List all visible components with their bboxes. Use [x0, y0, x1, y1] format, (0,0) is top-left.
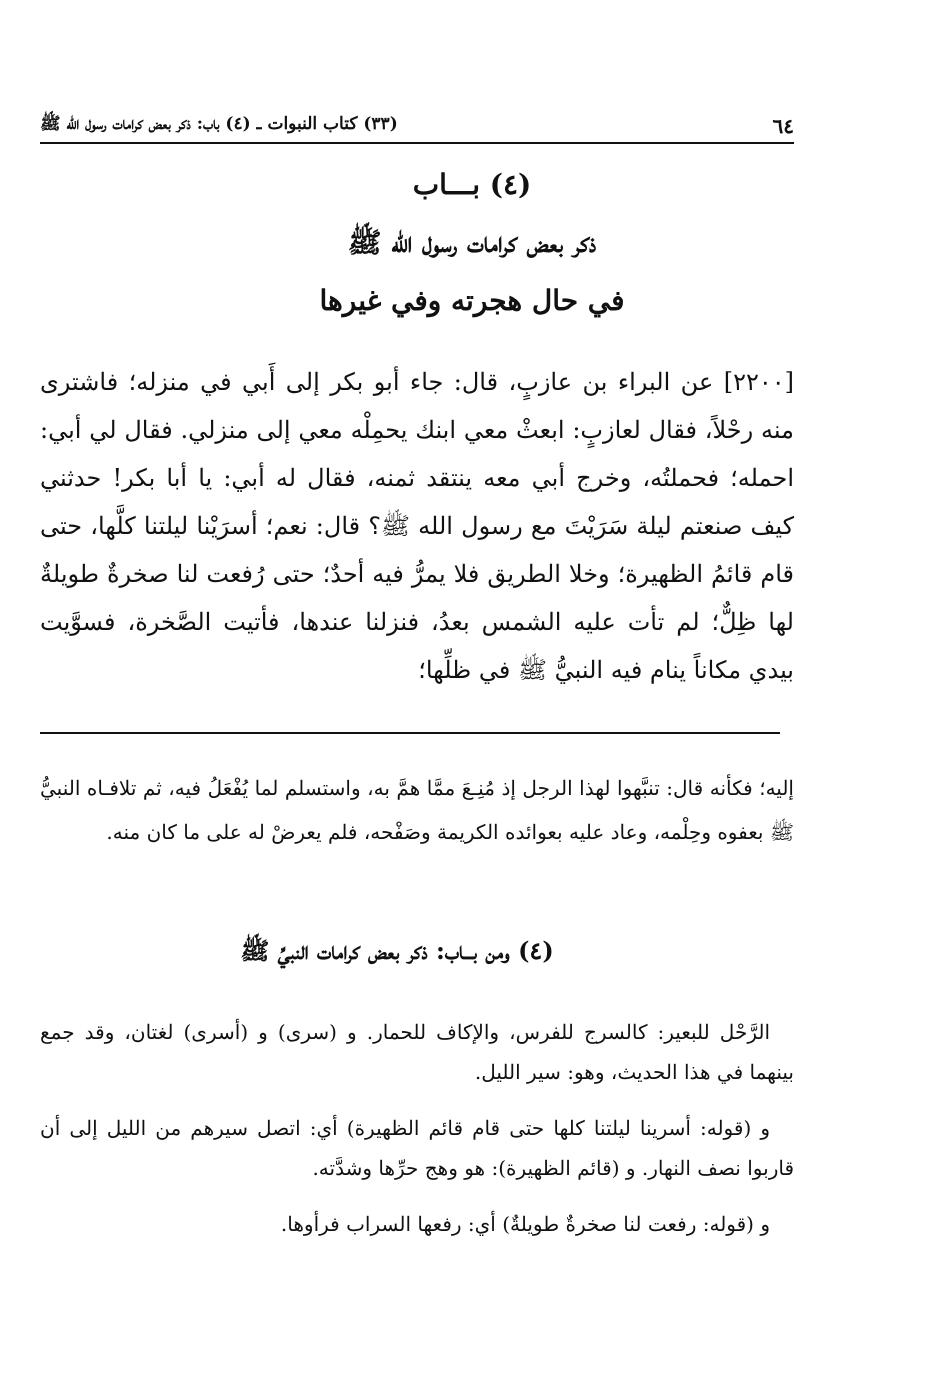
running-header: [40, 98, 794, 144]
chapter-number-heading: (٤) بـــاب: [412, 168, 532, 201]
footnote-block: [40, 766, 794, 854]
running-header-title: (٣٣) كتاب النبوات ـ (٤) باب: ذكر بعض كرامات رسول الله ﷺ: [40, 114, 398, 134]
hadith-paragraph: [40, 358, 794, 694]
chapter-title-line-1: ذكر بعض كرامات رسول الله ﷺ: [347, 226, 597, 259]
footnote-divider: [40, 732, 780, 734]
hadith-text: عن البراء بن عازبٍ، قال: جاء أبو بكر إلى أَبي في منزله؛ فاشترى منه رحْلاً، فقال لعازبٍ: ابعثْ معي ابنك يحمِلْه معي إلى منزلي. فقال لي أبي: احمله؛ فحملتُه، وخرج أبي معه ينتقد ثمنه، فقال له أبي: يا أبا بكر! حدثني كيف صنعتم ليلة سَرَيْتَ مع رسول الله ﷺ؟ قال: نعم؛ أسرَيْنا ليلتنا كلَّها، حتى قام قائمُ الظهيرة؛ وخلا الطريق فلا يمرُّ فيه أحدٌ؛ حتى رُفعت لنا صخرةٌ طويلةٌ لها ظِلٌّ؛ لم تأت عليه الشمس بعدُ، فنزلنا عندها، فأتيت الصَّخرة، فسوَّيت بيدي مكاناً ينام فيه النبيُّ ﷺ في ظلِّها؛: [40, 368, 794, 684]
commentary-paragraph-2: و (قوله: أسرينا ليلتنا كلها حتى قام قائم الظهيرة) أي: اتصل سيرهم من الليل إلى أن قاربوا نصف النهار. و (قائم الظهيرة): هو وهج حرِّها وشدَّته.: [40, 1116, 794, 1180]
chapter-title-line-2: في حال هجرته وفي غيرها: [319, 284, 625, 317]
hadith-number: [٢٢٠٠]: [723, 368, 794, 396]
commentary-paragraph-1: الرَّحْل للبعير: كالسرج للفرس، والإكاف للحمار. و (سرى) و (أسرى) لغتان، وقد جمع بينهما في هذا الحديث، وهو: سير الليل.: [40, 1020, 794, 1084]
footnote-text: إليه؛ فكأنه قال: تنبَّهوا لهذا الرجل إذ مُنِـعَ ممَّا همَّ به، واستسلم لما يُفْعَلُ فيه، ثم تلافـاه النبيُّ ﷺ بعفوه وحِلْمه، وعاد عليه بعوائده الكريمة وصَفْحه، فلم يعرضْ له على ما كان منه.: [40, 776, 794, 844]
commentary-block: [40, 1012, 794, 1260]
page-number: ٦٤: [772, 114, 794, 138]
commentary-section-heading: (٤) ومن بـــاب: ذكر بعض كرامات النبيِّ ﷺ: [240, 936, 554, 965]
commentary-paragraph-3: و (قوله: رفعت لنا صخرةٌ طويلةٌ) أي: رفعها السراب فرأوها.: [280, 1212, 770, 1236]
hadith-body: [40, 358, 794, 694]
